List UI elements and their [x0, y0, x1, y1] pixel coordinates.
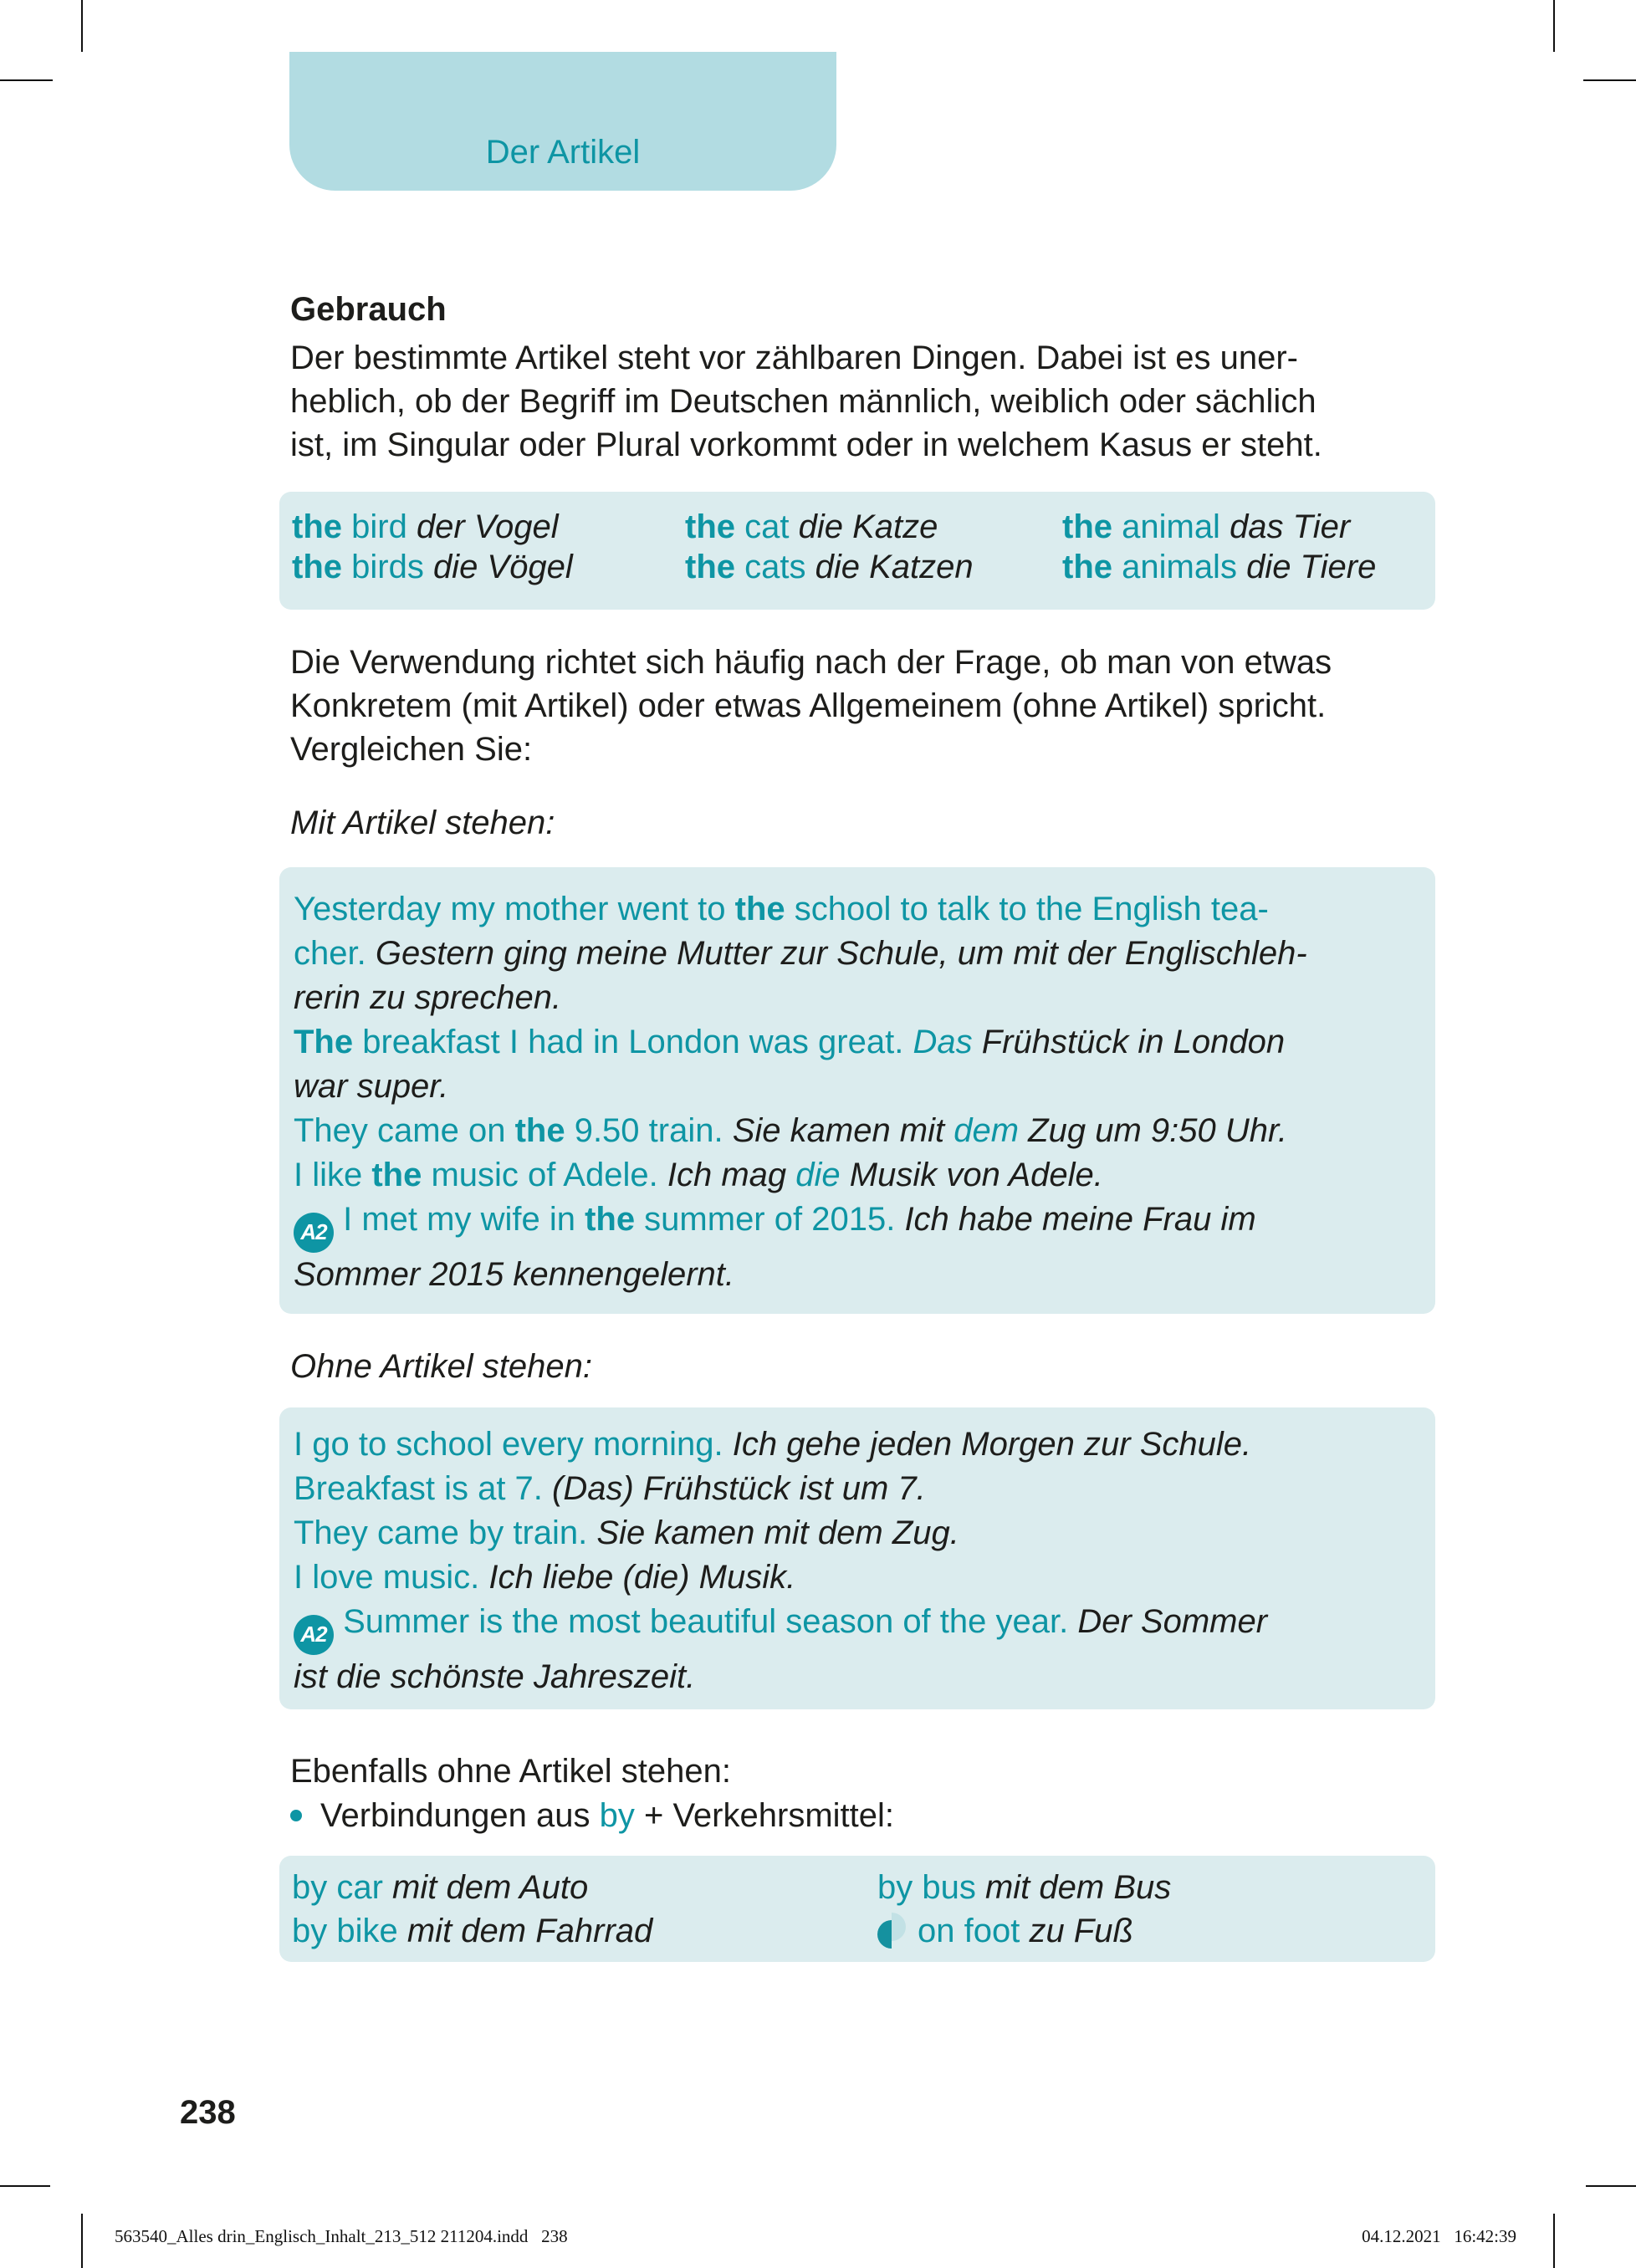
- text-line: Sommer 2015 kennengelernt.: [294, 1255, 734, 1293]
- crop-mark-bottom-left-vertical: [81, 2214, 83, 2268]
- crop-mark-bottom-left-horizontal: [0, 2185, 50, 2187]
- text-line: cher. Gestern ging meine Mutter zur Schule, um mit der Englischleh-: [294, 935, 1307, 972]
- text-line: ist, im Singular oder Plural vorkommt oder in welchem Kasus er steht.: [290, 427, 1322, 463]
- table-cell: the cats die Katzen: [685, 549, 974, 585]
- text-line: heblich, ob der Begriff im Deutschen männlich, weiblich oder sächlich: [290, 383, 1316, 420]
- section-heading: Gebrauch: [290, 291, 447, 328]
- text-line: Die Verwendung richtet sich häufig nach der Frage, ob man von etwas: [290, 644, 1332, 681]
- table-row: [279, 1913, 1435, 1956]
- crop-mark-top-left-vertical: [81, 0, 83, 52]
- text-line: I love music. Ich liebe (die) Musik.: [294, 1559, 796, 1596]
- text-line: Yesterday my mother went to the school to talk to the English tea-: [294, 891, 1269, 927]
- text-line: Breakfast is at 7. (Das) Frühstück ist um 7.: [294, 1470, 926, 1507]
- chapter-tab: [289, 52, 836, 191]
- example-box-mit-artikel: [279, 867, 1435, 1314]
- table-cell: the animal das Tier: [1062, 508, 1351, 545]
- crop-mark-bottom-right-vertical: [1553, 2214, 1555, 2268]
- table-cell: the cat die Katze: [685, 508, 938, 545]
- example-box-articles: [279, 492, 1435, 610]
- text-line: I like the music of Adele. Ich mag die Musik von Adele.: [294, 1157, 1103, 1193]
- text-line: Konkretem (mit Artikel) oder etwas Allgemeinem (ohne Artikel) spricht.: [290, 687, 1327, 724]
- crop-mark-bottom-right-horizontal: [1586, 2185, 1636, 2187]
- text-line: Der bestimmte Artikel steht vor zählbaren Dingen. Dabei ist es uner-: [290, 340, 1298, 376]
- text-line: ist die schönste Jahreszeit.: [294, 1658, 696, 1695]
- table-cell: by bus mit dem Bus: [877, 1869, 1172, 1906]
- table-cell: on foot zu Fuß: [877, 1913, 1133, 1950]
- text-line: I go to school every morning. Ich gehe jeden Morgen zur Schule.: [294, 1426, 1252, 1463]
- imprint-datetime: 04.12.2021 16:42:39: [1362, 2226, 1516, 2246]
- text-line: rerin zu sprechen.: [294, 979, 562, 1016]
- a2-level-badge: A2: [294, 1213, 334, 1253]
- chapter-tab-label: Der Artikel: [485, 134, 641, 171]
- bullet-item-by-verkehrsmittel: Verbindungen aus by + Verkehrsmittel:: [290, 1797, 894, 1835]
- example-box-ohne-artikel: [279, 1407, 1435, 1709]
- table-cell: the bird der Vogel: [292, 508, 559, 545]
- text-line: A2 I met my wife in the summer of 2015. Ich habe meine Frau im: [294, 1198, 1435, 1253]
- example-box-by-transport: [279, 1856, 1435, 1962]
- table-row: [279, 549, 1435, 589]
- text-line: They came by train. Sie kamen mit dem Zug.: [294, 1515, 959, 1551]
- table-row: [279, 1869, 1435, 1913]
- intro-paragraph: [290, 336, 1322, 467]
- table-cell: the birds die Vögel: [292, 549, 573, 585]
- page-number: 238: [180, 2094, 236, 2131]
- crop-mark-top-left-horizontal: [0, 79, 53, 81]
- text-line: Vergleichen Sie:: [290, 731, 533, 768]
- text-line: war super.: [294, 1068, 449, 1105]
- text-line: The breakfast I had in London was great. Das Frühstück in London: [294, 1024, 1286, 1060]
- table-cell: the animals die Tiere: [1062, 549, 1377, 585]
- crop-mark-top-right-horizontal: [1583, 79, 1636, 81]
- half-circle-icon: [877, 1913, 906, 1949]
- crop-mark-top-right-vertical: [1553, 0, 1555, 52]
- usage-paragraph: [290, 641, 1332, 771]
- a2-level-badge: A2: [294, 1615, 334, 1655]
- imprint-filename: 563540_Alles drin_Englisch_Inhalt_213_512 211204.indd 238: [115, 2226, 568, 2246]
- table-cell: by car mit dem Auto: [292, 1869, 589, 1906]
- text-line: They came on the 9.50 train. Sie kamen mit dem Zug um 9:50 Uhr.: [294, 1112, 1287, 1149]
- subhead-ohne-artikel: Ohne Artikel stehen:: [290, 1348, 592, 1385]
- text-line: A2 Summer is the most beautiful season of the year. Der Sommer: [294, 1600, 1435, 1655]
- table-row: [279, 508, 1435, 549]
- subhead-mit-artikel: Mit Artikel stehen:: [290, 805, 555, 841]
- table-cell: by bike mit dem Fahrrad: [292, 1913, 653, 1949]
- bullet-icon: [290, 1810, 302, 1821]
- ebenfalls-paragraph: Ebenfalls ohne Artikel stehen:: [290, 1753, 732, 1790]
